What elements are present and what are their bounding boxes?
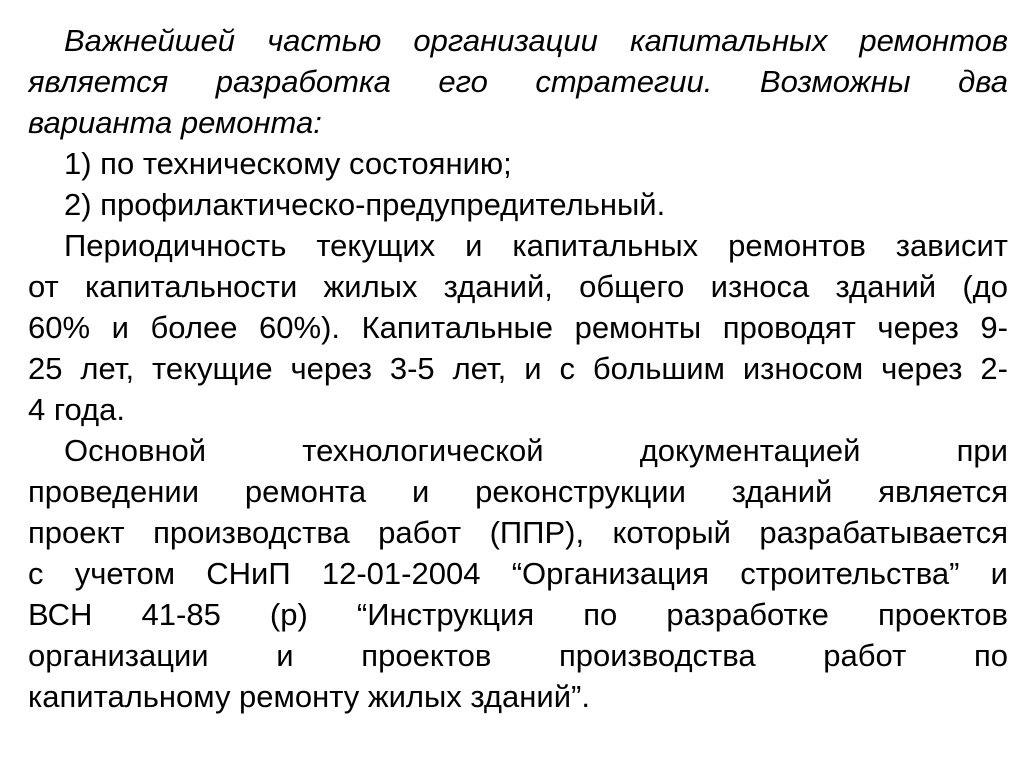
text-line: 25 лет, текущие через 3-5 лет, и с большим износом через 2- bbox=[28, 351, 1008, 386]
paragraph-periodicity bbox=[28, 225, 1008, 430]
text-line: 1) по техническому состоянию; bbox=[64, 146, 512, 181]
text-line: от капитальности жилых зданий, общего износа зданий (до bbox=[28, 269, 1008, 304]
text-line: является разработка его стратегии. Возможны два bbox=[28, 64, 1008, 99]
text-line: Основной технологической документацией при bbox=[64, 433, 1008, 468]
text-line: проведении ремонта и реконструкции зданий является bbox=[28, 474, 1008, 509]
text-line: ВСН 41-85 (р) “Инструкция по разработке проектов bbox=[28, 597, 1008, 632]
text-line: Важнейшей частью организации капитальных ремонтов bbox=[64, 23, 1008, 58]
text-line: варианта ремонта: bbox=[28, 105, 322, 140]
text-line: 60% и более 60%). Капитальные ремонты проводят через 9- bbox=[28, 310, 1008, 345]
text-line: 4 года. bbox=[28, 392, 125, 427]
text-line: капитальному ремонту жилых зданий”. bbox=[28, 679, 590, 714]
list-item-1 bbox=[28, 143, 1008, 184]
text-block bbox=[28, 20, 1008, 717]
list-item-2 bbox=[28, 184, 1008, 225]
text-line: с учетом СНиП 12-01-2004 “Организация строительства” и bbox=[28, 556, 1008, 591]
text-line: Периодичность текущих и капитальных ремонтов зависит bbox=[64, 228, 1008, 263]
text-line: 2) профилактическо-предупредительный. bbox=[64, 187, 666, 222]
paragraph-documentation bbox=[28, 430, 1008, 717]
text-line: проект производства работ (ППР), который разрабатывается bbox=[28, 515, 1008, 550]
text-line: организации и проектов производства работ по bbox=[28, 638, 1008, 673]
paragraph-intro bbox=[28, 20, 1008, 143]
